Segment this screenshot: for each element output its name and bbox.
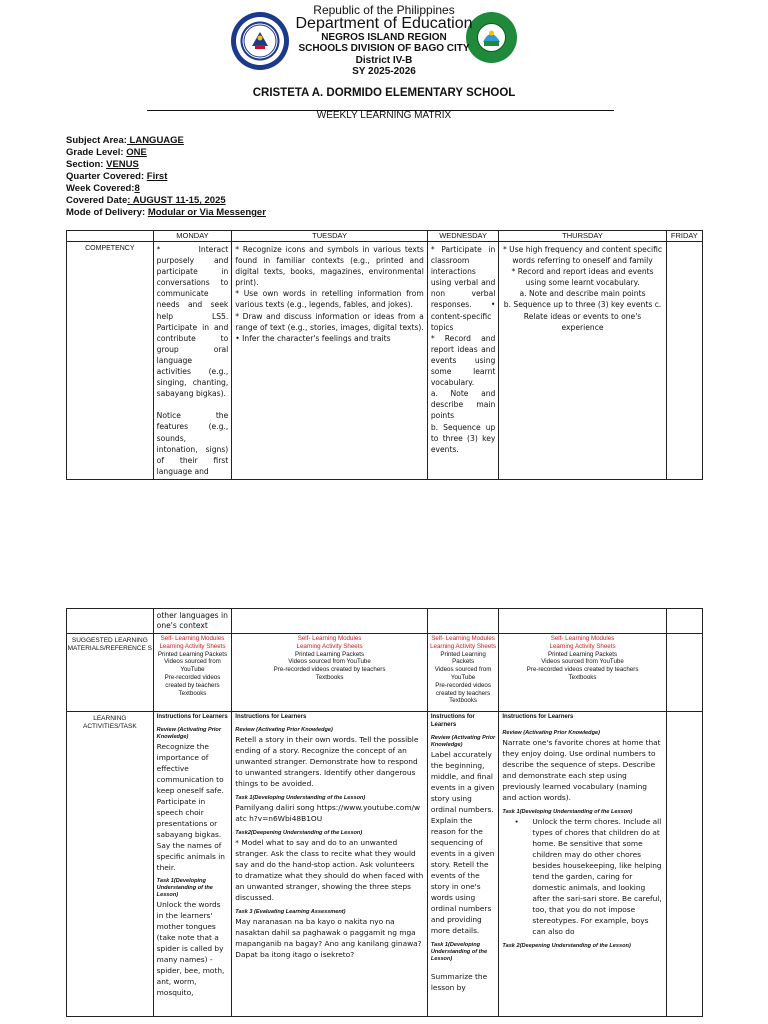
thursday-continued (499, 609, 666, 634)
thursday-competency: * Use high frequency and content specific words referring to oneself and family * Record and report ideas and events using some learnt vocabulary. a. Note and describe main points b. Sequence up to three (3) key events c. Relate ideas or events to one's experience (499, 242, 666, 480)
thursday-activities: Instructions for Learners Review (Activating Prior Knowledge) Narrate one's favorite chores at home that they enjoy doing. Use ordinal numbers to describe the sequence of steps. Describe and demonstrate each step using previously learned vocabulary (naming and action words). Task 1(Developing Understanding of the Lesson) • Unlock the term chores. Include all types of chores that children do at home. Be sensitive that some children may do other chores besides housekeeping, like helping tend the garden, caring for domestic animals, and looking after the sari-sari store. Be careful, too, that you do not impose stereotypes. For example, boys can also do Task 2(Deepening Understanding of the Lesson) (499, 712, 666, 1017)
activities-table (66, 608, 703, 1017)
wednesday-continued (427, 609, 499, 634)
day-header-wednesday: WEDNESDAY (427, 231, 499, 242)
day-header-tuesday: TUESDAY (232, 231, 428, 242)
day-header-friday: FRIDAY (666, 231, 702, 242)
monday-continued: other languages in one's context (153, 609, 232, 634)
covered-date: Covered Date: AUGUST 11-15, 2025 (66, 195, 226, 206)
tuesday-materials: Self- Learning Modules Learning Activity Sheets Printed Learning Packets Videos sourced from YouTube Pre-recorded videos created by teachers Textbooks (232, 634, 428, 712)
week-covered: Week Covered:8 (66, 183, 140, 194)
monday-materials: Self- Learning Modules Learning Activity Sheets Printed Learning Packets Videos sourced from YouTube Pre-recorded videos created by teachers Textbooks (153, 634, 232, 712)
wednesday-materials: Self- Learning Modules Learning Activity Sheets Printed Learning Packets Videos sourced from YouTube Pre-recorded videos created by teachers Textbooks (427, 634, 499, 712)
wednesday-competency: * Participate in classroom interactions using verbal and non verbal responses. • content-specific topics * Record and report ideas and events using some learnt vocabulary. a. Note and describe main points b. Sequence up to three (3) key events. (427, 242, 499, 480)
friday-continued (666, 609, 702, 634)
day-header-thursday: THURSDAY (499, 231, 666, 242)
competency-table (66, 230, 703, 480)
monday-activities: Instructions for Learners Review (Activating Prior Knowledge) Recognize the importance of effective communication to keep oneself safe. Participate in speech choir presentations or sabayang bigkas. Say the names of specific animals in their. Task 1(Developing Understanding of the Lesson) Unlock the words in the learners' mother tongues (take note that a spider is called by many names) - spider, bee, moth, ant, worm, mosquito, (153, 712, 232, 1017)
district-line: District IV-B (355, 55, 413, 66)
grade-level: Grade Level: ONE (66, 147, 147, 158)
friday-competency (666, 242, 702, 480)
division-line: SCHOOLS DIVISION OF BAGO CITY (298, 43, 470, 54)
quarter-covered: Quarter Covered: First (66, 171, 168, 182)
wednesday-activities: Instructions for Learners Review (Activating Prior Knowledge) Label accurately the beginning, middle, and final events in a given story using ordinal numbers. Explain the reason for the sequencing of events in a given story. Retell the events of the story in one's words using ordinal numbers and providing more details. Task 1(Developing Understanding of the Lesson) Summarize the lesson by (427, 712, 499, 1017)
subject-area: Subject Area: LANGUAGE (66, 135, 184, 146)
tuesday-activities: Instructions for Learners Review (Activating Prior Knowledge) Retell a story in their own words. Tell the possible ending of a story. Recognize the concept of an unwanted stranger. Demonstrate how to respond to unwanted strangers. Identify other dangerous things to be avoided. Task 1(Developing Understanding of the Lesson) Pamilyang daliri song https://www.youtube.com/watc h?v=n6Wbi48B1OU Task2(Deepening Understanding of the Lesson) * Model what to say and do to an unwanted stranger. Ask the class to recite what they would say and do the hand-stop action. Ask volunteers to dramatize what they should do when faced with an unwanted stranger, showing the three steps discussed. Task 3 (Evaluating Learning Assessment) May naranasan na ba kayo o nakita nyo na nasaktan dahil sa paghawak o paggamit ng mga mapanganib na bagay? Ano ang kanilang ginawa? Dapat ba itong itago o isekreto? (232, 712, 428, 1017)
friday-materials (666, 634, 702, 712)
activities-label: LEARNING ACTIVITIES/TASK (67, 712, 154, 1017)
thursday-task1-bullet: • Unlock the term chores. Include all types of chores that children do at home. Be sensitive that some children may do other chores besides housekeeping, like helping tend the garden, caring for domestic animals, and looking after the sari-sari store. Be careful, too, that you do not impose stereotypes. For example, boys can also do (514, 817, 662, 936)
materials-label: SUGGESTED LEARNING MATERIALS/REFERENCE S (67, 634, 154, 712)
section: Section: VENUS (66, 159, 139, 170)
region-line: NEGROS ISLAND REGION (321, 32, 447, 43)
tuesday-continued (232, 609, 428, 634)
republic-line: Republic of the Philippines (313, 3, 455, 17)
mode-of-delivery: Mode of Delivery: Modular or Via Messenger (66, 207, 266, 218)
day-header-monday: MONDAY (153, 231, 232, 242)
friday-activities (666, 712, 702, 1017)
thursday-materials: Self- Learning Modules Learning Activity Sheets Printed Learning Packets Videos sourced from YouTube Pre-recorded videos created by teachers Textbooks (499, 634, 666, 712)
continued-label-cell (67, 609, 154, 634)
monday-competency: * Interact purposely and participate in conversations to communicate needs and seek help LS5. Participate in and contribute to group oral language activities (e.g., singing, chanting, sabayang bigkas). Notice the features (e.g., sounds, intonation, signs) of their first language and (153, 242, 232, 480)
competency-label: COMPETENCY (67, 242, 154, 480)
document-title: WEEKLY LEARNING MATRIX (316, 110, 452, 121)
tuesday-competency: * Recognize icons and symbols in various texts found in familiar contexts (e.g., printed and digital texts, books, magazines, environmental print). * Use own words in retelling information from various texts (e.g., legends, fables, and jokes). * Draw and discuss information or ideas from a range of text (e.g., stories, images, digital texts). • Infer the character's feelings and traits (232, 242, 428, 480)
bullet-icon: • (514, 817, 519, 826)
school-name: CRISTETA A. DORMIDO ELEMENTARY SCHOOL (252, 87, 516, 99)
department-line: Department of Education (295, 15, 473, 32)
corner-cell (67, 231, 154, 242)
school-year-line: SY 2025-2026 (352, 66, 416, 77)
